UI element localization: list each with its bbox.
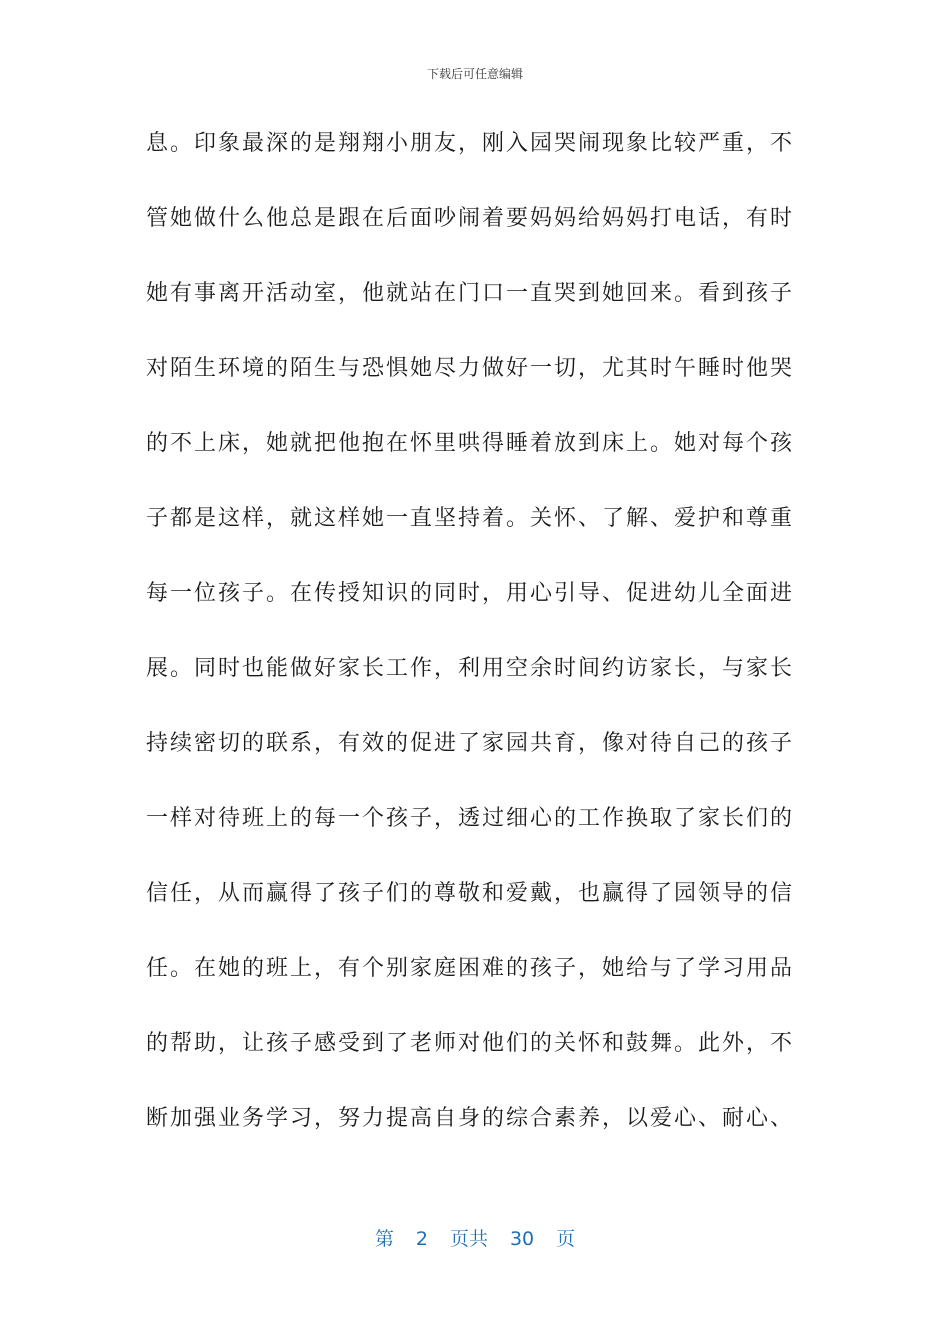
text-line: 每一位孩子。在传授知识的同时，用心引导、促进幼儿全面进 bbox=[146, 581, 792, 606]
document-body bbox=[146, 126, 792, 1176]
text-line: 息。印象最深的是翔翔小朋友，刚入园哭闹现象比较严重，不 bbox=[146, 131, 792, 156]
page-header-note: 下载后可任意编辑 bbox=[426, 67, 523, 81]
text-line: 对陌生环境的陌生与恐惧她尽力做好一切，尤其时午睡时他哭 bbox=[146, 356, 792, 381]
current-page-number: 2 bbox=[415, 1228, 428, 1250]
page-number-footer bbox=[0, 1226, 950, 1252]
footer-suffix: 页 bbox=[556, 1228, 576, 1250]
text-line: 一样对待班上的每一个孩子，透过细心的工作换取了家长们的 bbox=[146, 806, 792, 831]
footer-prefix: 第 bbox=[374, 1228, 394, 1250]
text-line: 任。在她的班上，有个别家庭困难的孩子，她给与了学习用品 bbox=[146, 956, 792, 981]
footer-middle: 页共 bbox=[449, 1228, 488, 1250]
total-pages-number: 30 bbox=[509, 1228, 535, 1250]
text-line: 管她做什么他总是跟在后面吵闹着要妈妈给妈妈打电话，有时 bbox=[146, 206, 792, 231]
text-line: 断加强业务学习，努力提高自身的综合素养，以爱心、耐心、 bbox=[146, 1106, 792, 1131]
text-line: 她有事离开活动室，他就站在门口一直哭到她回来。看到孩子 bbox=[146, 281, 792, 306]
text-line: 的帮助，让孩子感受到了老师对他们的关怀和鼓舞。此外，不 bbox=[146, 1031, 792, 1056]
text-line: 持续密切的联系，有效的促进了家园共育，像对待自己的孩子 bbox=[146, 731, 792, 756]
text-line: 的不上床，她就把他抱在怀里哄得睡着放到床上。她对每个孩 bbox=[146, 431, 792, 456]
text-line: 信任，从而赢得了孩子们的尊敬和爱戴，也赢得了园领导的信 bbox=[146, 881, 792, 906]
text-line: 展。同时也能做好家长工作，利用空余时间约访家长，与家长 bbox=[146, 656, 792, 681]
text-line: 子都是这样，就这样她一直坚持着。关怀、了解、爱护和尊重 bbox=[146, 506, 792, 531]
